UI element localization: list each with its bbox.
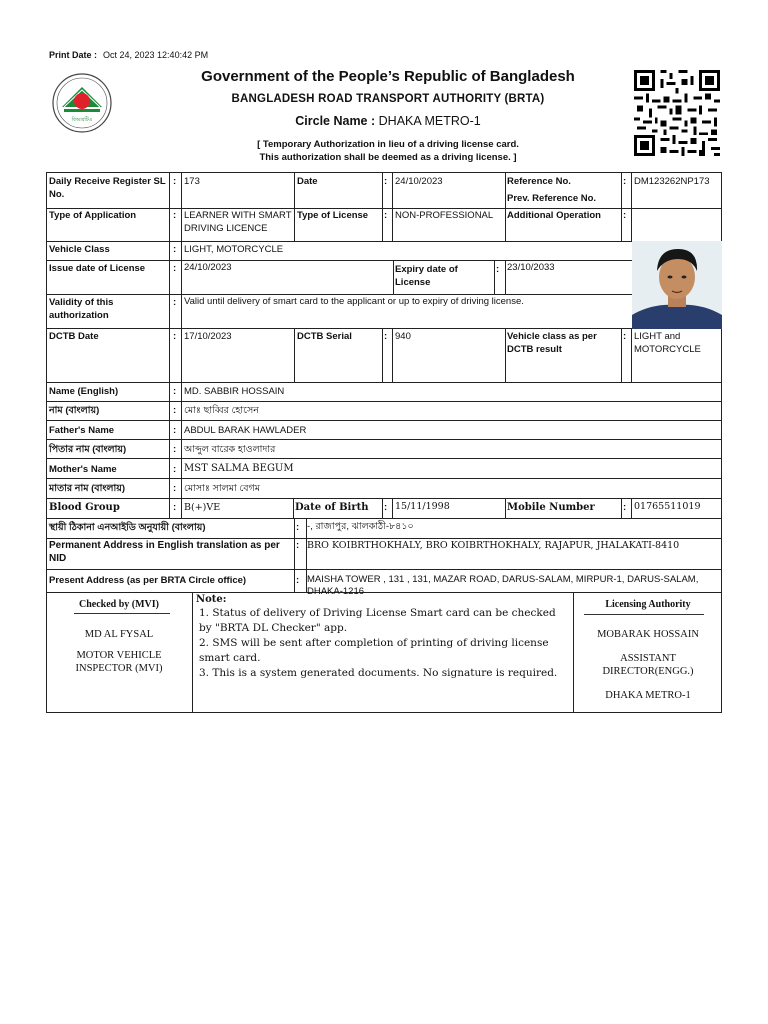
issue-date-label: Issue date of License <box>49 263 146 274</box>
vehicle-class-value: LIGHT, MOTORCYCLE <box>184 244 284 255</box>
vehicle-class-label: Vehicle Class <box>49 244 110 255</box>
licensing-authority-circle: DHAKA METRO-1 <box>605 690 691 701</box>
colon: : <box>623 502 627 513</box>
checked-by-name: MD AL FYSAL <box>84 629 154 640</box>
colon: : <box>173 176 177 187</box>
colon: : <box>384 331 388 342</box>
note-item-1: 1. Status of delivery of Driving License Smart card can be checked by "BRTA DL Checker" app. <box>199 607 556 634</box>
date-value: 24/10/2023 <box>395 176 443 187</box>
colon: : <box>384 210 388 221</box>
licensing-authority-title: Licensing Authority <box>605 599 691 610</box>
colon: : <box>384 502 388 513</box>
father-name-bangla-label: পিতার নাম (বাংলায়) <box>49 444 127 455</box>
print-date-label: Print Date : <box>49 50 98 60</box>
name-english-value: MD. SABBIR HOSSAIN <box>184 386 285 397</box>
colon: : <box>173 502 177 513</box>
colon: : <box>623 331 627 342</box>
checked-by-title: Checked by (MVI) <box>79 599 159 610</box>
type-license-value: NON-PROFESSIONAL <box>395 210 494 221</box>
colon: : <box>623 210 627 221</box>
colon: : <box>173 297 177 308</box>
permanent-address-bangla-value: -, রাজাপুর, ঝালকাঠী-৮৪১০ <box>307 521 414 532</box>
colon: : <box>173 244 177 255</box>
expiry-date-label: Expiry date of License <box>395 264 458 288</box>
authorization-note <box>130 138 646 164</box>
register-label: Daily Receive Register SL No. <box>49 176 166 200</box>
authorization-note-line1: [ Temporary Authorization in lieu of a driving license card. <box>257 139 519 150</box>
register-value: 173 <box>184 176 200 187</box>
colon: : <box>296 575 300 586</box>
colon: : <box>173 425 177 436</box>
print-date-value: Oct 24, 2023 12:40:42 PM <box>103 50 209 60</box>
present-address-value: MAISHA TOWER , 131 , 131, MAZAR ROAD, DARUS-SALAM, MIRPUR-1, DARUS-SALAM, DHAKA-1216 <box>307 574 699 597</box>
dctb-serial-value: 940 <box>395 331 411 342</box>
permanent-address-bangla-label: স্থায়ী ঠিকানা এনআইডি অনুযায়ী (বাংলায়) <box>49 522 206 533</box>
colon: : <box>173 263 177 274</box>
checked-by-designation: MOTOR VEHICLE INSPECTOR (MVI) <box>75 650 163 674</box>
colon: : <box>384 176 388 187</box>
licensing-authority-designation: ASSISTANT DIRECTOR(ENGG.) <box>602 653 694 677</box>
note-item-3: 3. This is a system generated documents. No signature is required. <box>199 667 558 679</box>
reference-label: Reference No. <box>507 176 571 187</box>
present-address-label: Present Address (as per BRTA Circle office) <box>49 575 247 586</box>
authority-title: BANGLADESH ROAD TRANSPORT AUTHORITY (BRTA) <box>231 93 545 105</box>
circle-name <box>130 114 646 128</box>
colon: : <box>173 386 177 397</box>
name-english-label: Name (English) <box>49 386 119 397</box>
type-license-label: Type of License <box>297 210 369 221</box>
colon: : <box>173 444 177 455</box>
colon: : <box>623 176 627 187</box>
brta-logo-icon <box>50 73 114 133</box>
colon: : <box>173 405 177 416</box>
date-label: Date <box>297 176 318 187</box>
colon: : <box>173 483 177 494</box>
dctb-class-label: Vehicle class as per DCTB result <box>507 331 597 355</box>
father-name-label: Father's Name <box>49 425 115 436</box>
mother-name-bangla-value: মোসাঃ সালমা বেগম <box>184 483 261 494</box>
colon: : <box>496 264 500 275</box>
colon: : <box>173 331 177 342</box>
colon: : <box>296 522 300 533</box>
colon: : <box>296 540 300 551</box>
validity-label: Validity of this authorization <box>49 297 114 321</box>
dctb-serial-label: DCTB Serial <box>297 331 352 342</box>
dctb-date-label: DCTB Date <box>49 331 99 342</box>
blood-group-label: Blood Group <box>49 502 120 513</box>
mother-name-value: MST SALMA BEGUM <box>184 463 294 474</box>
note-item-2: 2. SMS will be sent after completion of printing of driving license smart card. <box>199 637 549 664</box>
type-application-value: LEARNER WITH SMART DRIVING LICENCE <box>184 210 292 234</box>
dctb-class-value: LIGHT and MOTORCYCLE <box>634 331 701 355</box>
father-name-value: ABDUL BARAK HAWLADER <box>184 425 307 436</box>
licensing-authority-name: MOBARAK HOSSAIN <box>597 629 699 640</box>
type-application-label: Type of Application <box>49 210 137 221</box>
dob-label: Date of Birth <box>295 502 369 513</box>
colon: : <box>173 464 177 475</box>
logo-caption: বিআরটিএ <box>71 117 93 123</box>
authorization-note-line2: This authorization shall be deemed as a driving license. ] <box>259 152 517 163</box>
mother-name-bangla-label: মাতার নাম (বাংলায়) <box>49 483 126 494</box>
prev-reference-label: Prev. Reference No. <box>507 193 597 204</box>
mother-name-label: Mother's Name <box>49 464 117 475</box>
name-bangla-label: নাম (বাংলায়) <box>49 405 100 416</box>
note-title: Note: <box>196 594 227 605</box>
name-bangla-value: মোঃ ছাব্বির হোসেন <box>184 405 259 416</box>
circle-name-label: Circle Name : <box>295 114 376 128</box>
validity-value: Valid until delivery of smart card to the applicant or up to expiry of driving license. <box>184 296 524 307</box>
colon: : <box>173 210 177 221</box>
government-title: Government of the People’s Republic of Bangladesh <box>201 68 575 85</box>
expiry-date-value: 23/10/2033 <box>507 262 555 273</box>
blood-group-value: B(+)VE <box>184 502 221 513</box>
applicant-photo <box>632 241 722 329</box>
reference-value: DM123262NP173 <box>634 176 710 187</box>
issue-date-value: 24/10/2023 <box>184 262 232 273</box>
dob-value: 15/11/1998 <box>395 501 450 512</box>
father-name-bangla-value: আব্দুল বারেক হাওলাদার <box>184 444 276 455</box>
permanent-address-english-label: Permanent Address in English translation as per NID <box>49 540 280 564</box>
mobile-label: Mobile Number <box>507 502 595 513</box>
print-date <box>49 50 208 60</box>
permanent-address-english-value: BRO KOIBRTHOKHALY, BRO KOIBRTHOKHALY, RAJAPUR, JHALAKATI-8410 <box>307 540 680 551</box>
additional-operation-label: Additional Operation <box>507 210 601 221</box>
mobile-value: 01765511019 <box>634 501 701 512</box>
dctb-date-value: 17/10/2023 <box>184 331 232 342</box>
circle-name-value: DHAKA METRO-1 <box>378 114 481 128</box>
